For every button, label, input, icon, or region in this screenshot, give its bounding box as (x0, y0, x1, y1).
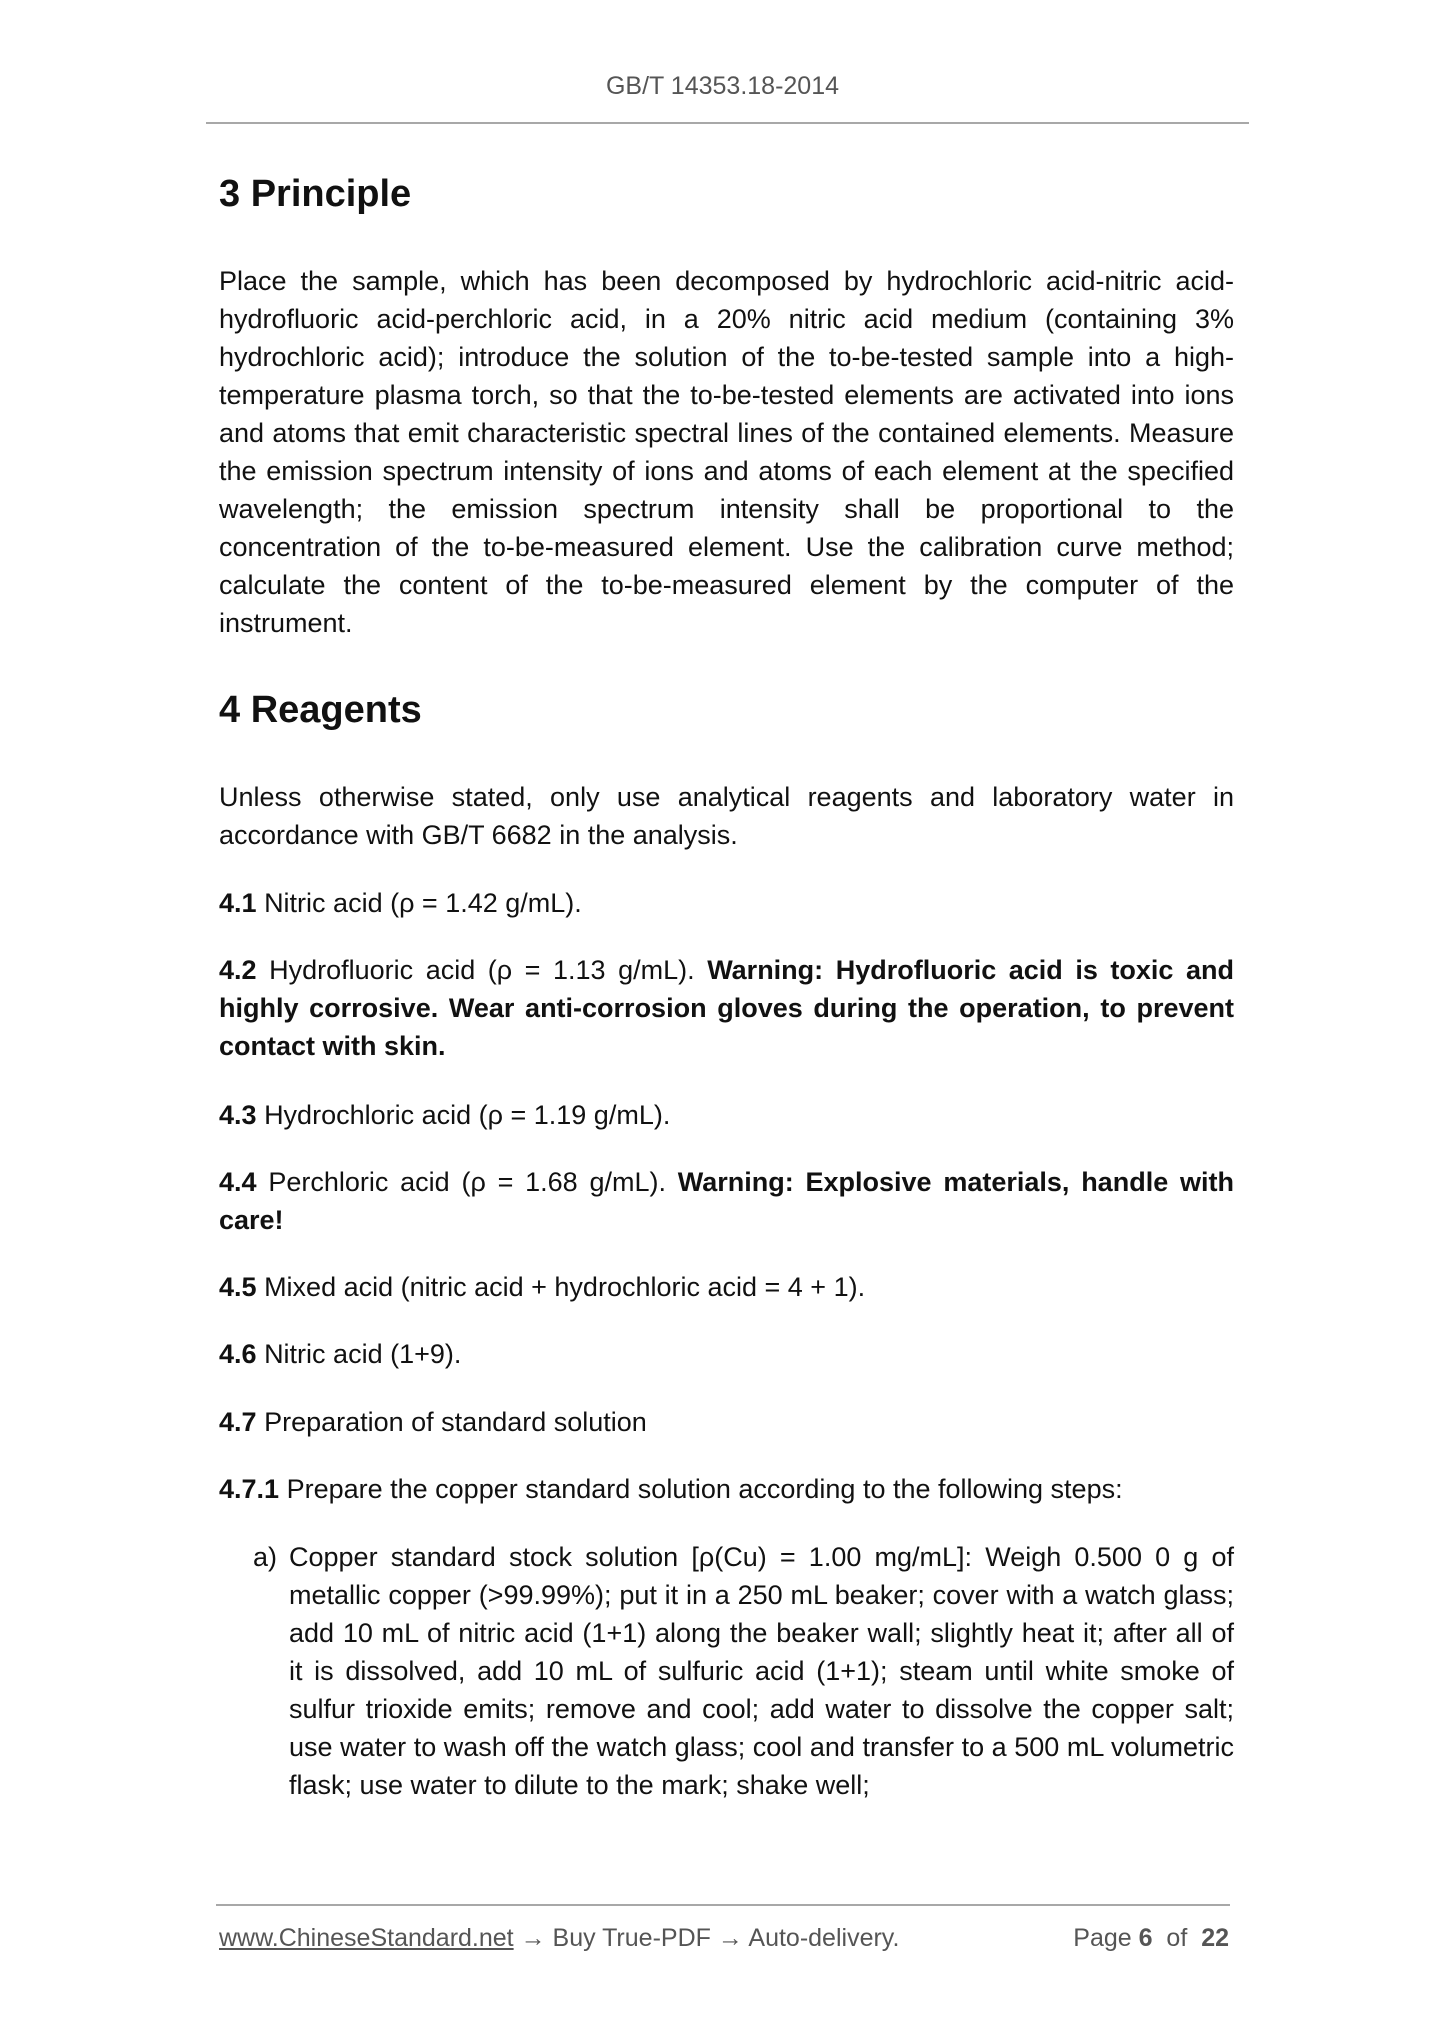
header-divider (206, 122, 1249, 124)
clause-text: Hydrofluoric acid (ρ = 1.13 g/mL). (269, 955, 695, 985)
clause-4-3 (219, 1096, 1234, 1134)
footer-divider (216, 1904, 1230, 1906)
warning-text: Warning: Explosive materials, handle with care! (219, 1167, 1234, 1235)
copper-stock-solution-step: Copper standard stock solution [ρ(Cu) = 1.00 mg/mL]: Weigh 0.500 0 g of metallic copper (>99.99%); put it in a 250 mL beaker; cover with a watch glass; add 10 mL of nitric acid (1+1) along the beaker wall; slightly heat it; after all of it is dissolved, add 10 mL of sulfuric acid (1+1); steam until white smoke of sulfur trioxide emits; remove and cool; add water to dissolve the copper salt; use water to wash off the watch glass; cool and transfer to a 500 mL volumetric flask; use water to dilute to the mark; shake well; (289, 1542, 1234, 1800)
clause-text: Perchloric acid (ρ = 1.68 g/mL). (268, 1167, 666, 1197)
clause-number: 4.2 (219, 955, 257, 985)
footer (219, 1924, 1229, 1953)
clause-number: 4.3 (219, 1100, 257, 1130)
clause-number: 4.1 (219, 888, 257, 918)
reagents-intro: Unless otherwise stated, only use analytical reagents and laboratory water in accordance with GB/T 6682 in the analysis. (219, 782, 1234, 850)
clause-text: Nitric acid (1+9). (264, 1339, 462, 1369)
clause-4-6 (219, 1335, 1234, 1373)
list-marker-a: a) (253, 1542, 278, 1572)
clause-text: Hydrochloric acid (ρ = 1.19 g/mL). (264, 1100, 671, 1130)
clause-4-1 (219, 884, 1234, 922)
clause-text: Mixed acid (nitric acid + hydrochloric acid = 4 + 1). (264, 1272, 866, 1302)
clause-4-5 (219, 1268, 1234, 1306)
page-label: Page (1073, 1924, 1132, 1952)
clause-number: 4.5 (219, 1272, 257, 1302)
warning-text: Warning: Hydrofluoric acid is toxic and highly corrosive. Wear anti-corrosion gloves during the operation, to prevent contact with skin. (219, 955, 1234, 1061)
page-number: 6 (1138, 1924, 1153, 1952)
section-4-heading: 4 Reagents (219, 689, 422, 731)
clause-4-7-1 (219, 1470, 1234, 1508)
principle-paragraph: Place the sample, which has been decomposed by hydrochloric acid-nitric acid-hydrofluoric acid-perchloric acid, in a 20% nitric acid medium (containing 3% hydrochloric acid); introduce the solution of the to-be-tested sample into a high-temperature plasma torch, so that the to-be-tested elements are activated into ions and atoms that emit characteristic spectral lines of the contained elements. Measure the emission spectrum intensity of ions and atoms of each element at the specified wavelength; the emission spectrum intensity shall be proportional to the concentration of the to-be-measured element. Use the calibration curve method; calculate the content of the to-be-measured element by the computer of the instrument. (219, 266, 1234, 638)
page-indicator (1073, 1924, 1229, 1953)
clause-text: Nitric acid (ρ = 1.42 g/mL). (264, 888, 582, 918)
clause-number: 4.4 (219, 1167, 257, 1197)
clause-text: Prepare the copper standard solution according to the following steps: (286, 1474, 1123, 1504)
clause-number: 4.6 (219, 1339, 257, 1369)
footer-tagline: → Buy True-PDF → Auto-delivery. (513, 1924, 900, 1952)
total-pages: 22 (1201, 1924, 1229, 1952)
website-link[interactable]: www.ChineseStandard.net (219, 1924, 514, 1952)
document-id-header: GB/T 14353.18-2014 (605, 72, 840, 100)
of-label: of (1166, 1924, 1188, 1952)
clause-4-2 (219, 951, 1234, 1065)
clause-number: 4.7.1 (219, 1474, 280, 1504)
clause-text: Preparation of standard solution (264, 1407, 647, 1437)
clause-number: 4.7 (219, 1407, 257, 1437)
section-3-heading: 3 Principle (219, 173, 412, 215)
clause-4-4 (219, 1163, 1234, 1239)
clause-4-7 (219, 1403, 1234, 1441)
